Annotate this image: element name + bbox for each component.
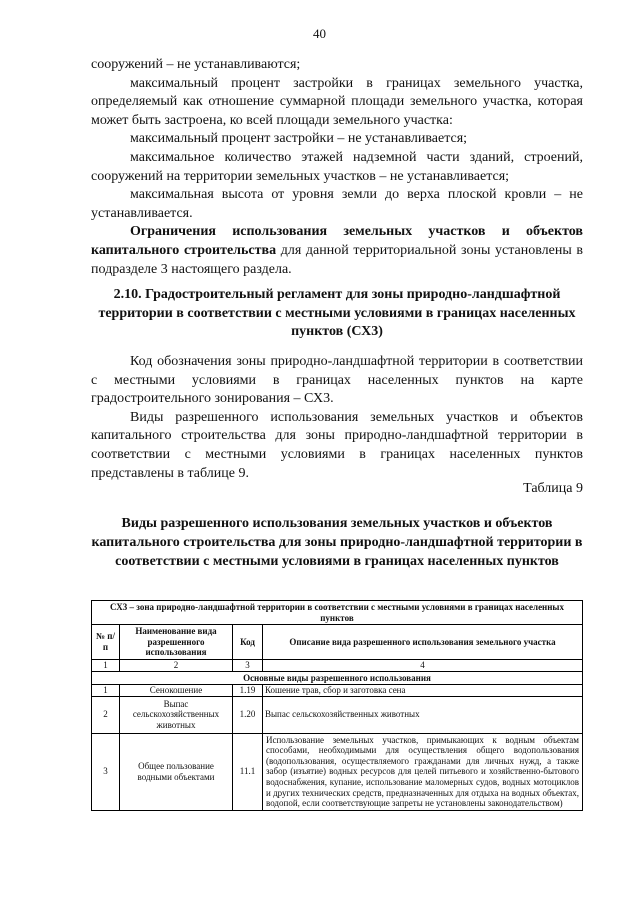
row-num: 2 [92,696,120,733]
header-desc: Описание вида разрешенного использования земельного участка [263,625,583,660]
row-name: Выпас сельскохозяйственных животных [120,696,233,733]
row-code: 1.19 [233,685,263,697]
table-row [92,685,583,697]
section-heading: 2.10. Градостроительный регламент для зоны природно-ландшафтной территории в соответствии с местными условиями в границах населенных пунктов (СХ3) [98,287,576,339]
restrictions-paragraph [91,223,583,279]
row-code: 11.1 [233,733,263,810]
restrictions-bold-text: Ограничения использования земельных участков и объектов капитального строительства [91,224,583,258]
restrictions-text: для данной территориальной зоны установлены в подразделе 3 настоящего раздела. [91,242,583,277]
table-subheading: Основные виды разрешенного использования [92,672,583,685]
table-row [92,733,583,810]
row-name: Общее пользование водными объектами [120,733,233,810]
row-desc: Выпас сельскохозяйственных животных [263,696,583,733]
intro-continuation: сооружений – не устанавливаются; [91,57,301,72]
row-code: 1.20 [233,696,263,733]
row-desc: Кошение трав, сбор и заготовка сена [263,685,583,697]
row-name: Сенокошение [120,685,233,697]
intro-paragraph: максимальный процент застройки в границах земельного участка, определяемый как отношение суммарной площади земельного участка, которая может быть застроена, ко всей площади земельного участка: [91,75,583,128]
intro-paragraph: максимальный процент застройки – не устанавливается; [130,131,468,147]
header-name: Наименование вида разрешенного использования [120,625,233,660]
row-num: 1 [92,685,120,697]
regulation-table [91,600,583,811]
intro-paragraph: максимальное количество этажей надземной части зданий, строений, сооружений на территории земельных участков – не устанавливается; [91,149,583,184]
column-number: 2 [120,660,233,672]
section-paragraph: Виды разрешенного использования земельных участков и объектов капитального строительства для зоны природно-ландшафтной территории в соответствии с местными условиями в границах населенных пунктов представлены в таблице 9. [91,409,583,481]
column-number-row [92,660,583,672]
row-num: 3 [92,733,120,810]
intro-text [91,56,583,279]
header-code: Код [233,625,263,660]
page-number: 40 [313,26,326,41]
header-num: № п/п [92,625,120,660]
table-title: Виды разрешенного использования земельных участков и объектов капитального строительства для зоны природно-ландшафтной территории в соответствии с местными условиями в границах населенных пунктов [91,516,583,569]
column-number: 4 [263,660,583,672]
column-number: 3 [233,660,263,672]
column-number: 1 [92,660,120,672]
table-label: Таблица 9 [523,481,583,496]
section-paragraph: Код обозначения зоны природно-ландшафтной территории в соответствии с местными условиями в границах населенных пунктов на карте градостроительного зонирования – СХ3. [91,354,583,407]
row-desc: Использование земельных участков, примыкающих к водным объектам способами, необходимыми для осуществления общего водопользования (водопользования, осуществляемого гражданами для личных нужд, а также забор (изъятие) водных ресурсов для целей питьевого и хозяйственно-бытового водоснабжения, купание, использование маломерных судов, водных мотоциклов и других технических средств, предназначенных для отдыха на водных объектах, водопой, если соответствующие запреты не установлены законодательством) [263,733,583,810]
table-row [92,696,583,733]
section-text [91,353,583,483]
table-caption: СХ3 – зона природно-ландшафтной территории в соответствии с местными условиями в границах населенных пунктов [92,601,583,625]
intro-paragraph: максимальная высота от уровня земли до верха плоской кровли – не устанавливается. [91,187,583,221]
